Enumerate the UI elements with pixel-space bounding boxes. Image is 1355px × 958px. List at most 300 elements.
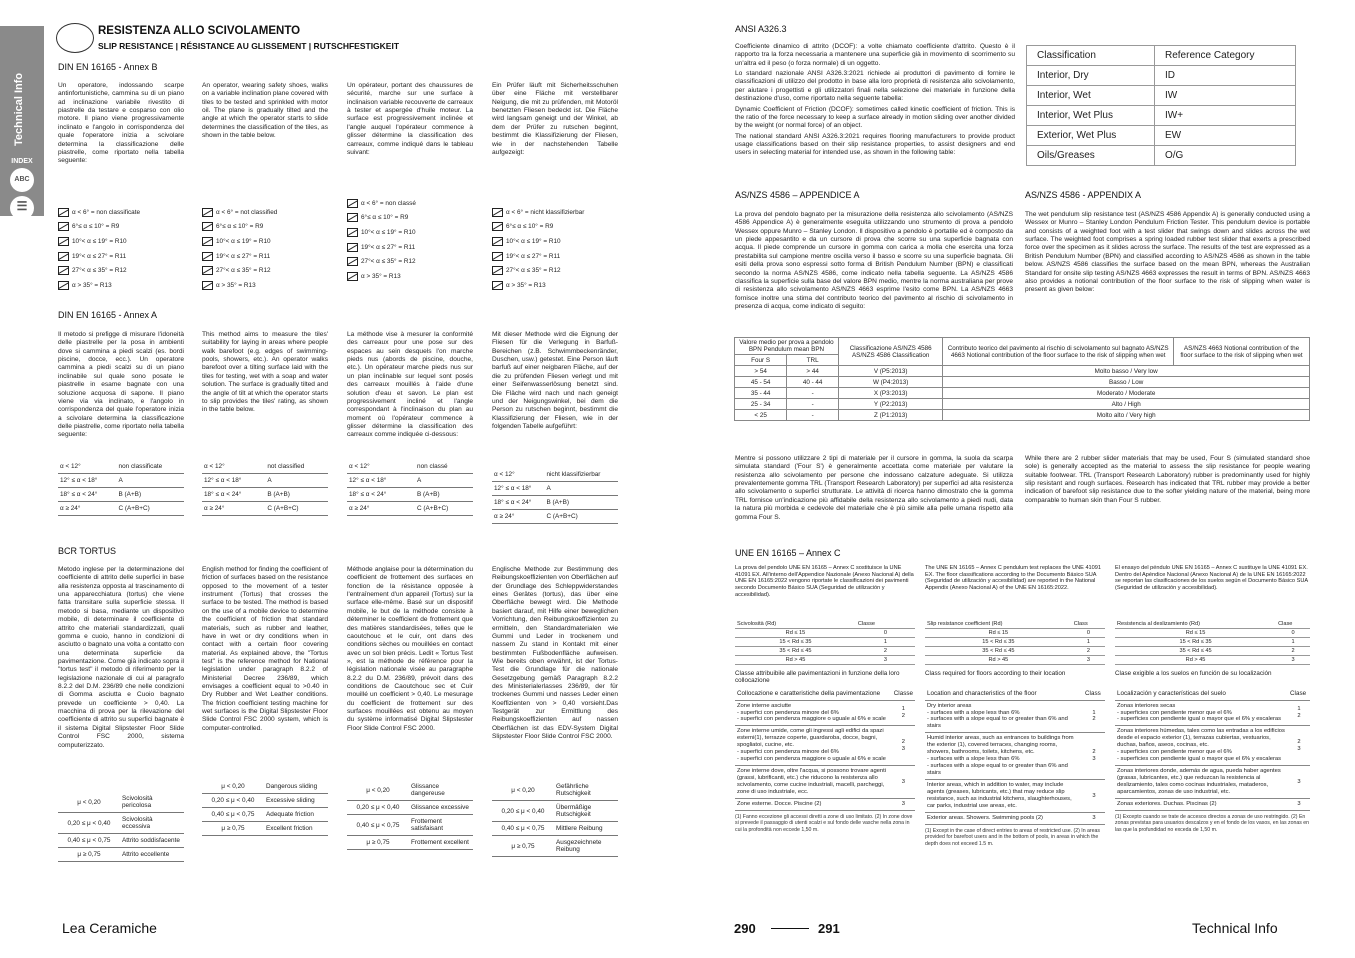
rating-item — [347, 254, 487, 269]
rd-row — [735, 638, 915, 647]
table-row — [492, 496, 618, 510]
ansi-cell: Exterior, Wet Plus — [1027, 126, 1155, 146]
table-row — [202, 488, 328, 502]
asnzs-text-it: La prova del pendolo bagnato per la misurazione della resistenza allo scivolamento (AS/NZS 4586 Appendice A) è generalmente eseguita utilizzando uno strumento di prova a pendolo Wessex oppure Munro – Stanley London. Il dispositivo a pendolo è portatile ed è composto da un piede appesantito e da un cursore di prova che scorre su una superficie bagnata con acqua. Il piede comprende un cursore in gomma con carica a molla che esercita una forza prestabilita sul campione mentre oscilla verso il basso e scorre su una superficie bagnata. Gli esiti della prova sono espressi sotto forma di British Pendulum Number (BPN) e classificati secondo la norma AS/NZS 4586, come indicato nella tabella seguente. La AS/NZS 4586 classifica la superficie sulla base del valore BPN medio, mentre la norma australiana per prove di resistenza allo scivolamento AS/NZS 4663 esprime l'esito come BPN. La AS/NZS 4663 fornisce inoltre una stima del contributo teorico del pavimento al rischio di scivolamento in presenza di acqua, come indicato di seguito: — [735, 211, 1013, 310]
rating-item — [492, 263, 632, 278]
rd-cell: Rd ≤ 15 — [925, 629, 1072, 638]
location-table — [925, 688, 1105, 825]
rd-cell: Rd > 45 — [1115, 656, 1276, 665]
rd-head-row — [735, 620, 915, 629]
ansi-cell: Interior, Wet Plus — [1027, 106, 1155, 126]
bpn-cell: 45 - 54 — [735, 377, 787, 388]
rd-head-cell: Clase — [1276, 620, 1310, 629]
bcr-table-en — [202, 780, 328, 836]
din-a-heading: DIN EN 16165 - Annex A — [58, 310, 158, 320]
table-row — [492, 780, 618, 801]
table-row — [58, 460, 184, 474]
rd-cell: 0 — [1276, 629, 1310, 638]
table-row — [347, 801, 473, 815]
ramp-icon — [58, 237, 69, 246]
rd-table — [735, 620, 915, 665]
loc-cell: 3 — [1083, 812, 1105, 824]
class-intro: Classe attribuibile alle pavimentazioni in funzione della loro collocazione — [735, 670, 900, 685]
rd-cell: 0 — [856, 629, 915, 638]
table-cell: Ausgezeichnete Reibung — [554, 836, 618, 857]
list-icon[interactable]: ☰ — [10, 196, 34, 220]
table-row — [58, 502, 184, 516]
table-cell: Adequate friction — [264, 808, 328, 822]
table-cell: Frottement satisfaisant — [409, 815, 473, 836]
table-row — [58, 488, 184, 502]
rd-cell: 2 — [856, 647, 915, 656]
table-cell: μ < 0,20 — [492, 780, 554, 801]
table-row — [202, 502, 328, 516]
table-row — [202, 474, 328, 488]
rating-item — [202, 205, 342, 220]
table-cell: C (A+B+C) — [117, 502, 184, 516]
din-b-text-fr: Un opérateur, portant des chaussures de sécurité, marche sur une surface à inclinaison variable recouverte de carreaux à tester et aspergée d'huile moteur. La surface est progressivement inclinée et l'angle auquel l'opérateur commence à glisser détermine la classification des carreaux, comme indiqué dans le tableau suivant: — [347, 82, 473, 156]
table-row — [492, 482, 618, 496]
table-cell: A — [117, 474, 184, 488]
loc-row — [1115, 798, 1310, 810]
table-row — [347, 815, 473, 836]
brand-name: Lea Ceramiche — [62, 920, 157, 936]
table-cell: B (A+B) — [544, 496, 618, 510]
loc-cell: 2 3 — [892, 726, 915, 766]
rd-row — [925, 647, 1105, 656]
rating-text: 10°< α ≤ 19° = R10 — [72, 237, 127, 245]
rd-cell: 35 < Rd ≤ 45 — [925, 647, 1072, 656]
table-row — [58, 848, 184, 862]
loc-row — [925, 812, 1105, 824]
loc-cell: 2 3 — [1083, 733, 1105, 780]
loc-head-row — [1115, 688, 1310, 700]
ramp-icon — [347, 243, 358, 252]
footer-section: Technical Info — [1192, 920, 1278, 936]
rating-text: 27°< α ≤ 35° = R12 — [72, 267, 127, 275]
left-page — [0, 0, 677, 958]
loc-cell: 3 — [1083, 780, 1105, 813]
unen-col-it — [735, 565, 915, 833]
table-row — [58, 834, 184, 848]
ansi-cell: Oils/Greases — [1027, 146, 1155, 166]
table-row — [492, 836, 618, 857]
loc-head-cell: Class — [1083, 688, 1105, 700]
ramp-icon — [492, 252, 503, 261]
class-intro: Class required for floors according to their location — [925, 670, 1066, 677]
loc-cell: Zone interne dove, oltre l'acqua, si possono trovare agenti (grassi, lubrificanti, etc.) che riducono la resistenza allo scivolamento, come cucine industriali, macelli, parcheggi, zone di uso industriale, ecc. — [735, 766, 892, 799]
table-cell: α < 12° — [202, 460, 265, 474]
rating-text: 27°< α ≤ 35° = R12 — [361, 258, 416, 266]
table-cell: μ ≥ 0,75 — [58, 848, 120, 862]
loc-row — [1115, 700, 1310, 726]
unen-intro: The UNE EN 16165 – Annex C pendulum test replaces the UNE 41091 EX. The floor classifications according to the Documento Básico SUA (Seguridad de utilización y accesibilidad) are reported in the National Appendix (Anexo Nacional A) of the UNE EN 16165:2022. — [925, 565, 1101, 592]
ramp-icon — [492, 281, 503, 290]
rating-text: 10°< α ≤ 19° = R10 — [216, 237, 271, 245]
table-cell: B (A+B) — [265, 488, 328, 502]
loc-row — [735, 798, 915, 810]
table-cell: α < 12° — [492, 468, 544, 482]
bcr-table-fr — [347, 780, 473, 850]
index-link[interactable]: INDEX — [11, 158, 33, 165]
table-row — [492, 801, 618, 822]
bcr-table-it — [58, 792, 184, 862]
bpn-head-2: Classificazione AS/NZS 4586 AS/NZS 4586 Classification — [838, 338, 942, 366]
bpn-cell: Moderato / Moderate — [943, 388, 1310, 399]
ansi-row — [1027, 106, 1296, 126]
table-cell: C (A+B+C) — [415, 502, 473, 516]
loc-row — [1115, 726, 1310, 766]
table-cell: 18° ≤ α < 24° — [347, 488, 415, 502]
rd-cell: 0 — [1072, 629, 1105, 638]
table-cell: non classificate — [117, 460, 184, 474]
rd-head-cell: Slip resistance coefficient (Rd) — [925, 620, 1072, 629]
bpn-head-1: Valore medio per prova a pendolo BPN Pendulum mean BPN — [735, 338, 839, 355]
table-cell: Scivolosità pericolosa — [120, 792, 184, 813]
table-cell: α ≥ 24° — [492, 510, 544, 524]
bpn-row — [735, 388, 1310, 399]
rd-row — [735, 656, 915, 665]
bpn-head-3: Contributo teorico del pavimento al rischio di scivolamento sul bagnato AS/NZS 4663 Notional contribution of the floor surface to the risk of slipping when wet — [943, 338, 1174, 366]
table-cell: μ ≥ 0,75 — [202, 822, 264, 836]
table-cell: A — [415, 474, 473, 488]
table-cell: Scivolosità eccessiva — [120, 813, 184, 834]
rating-item — [58, 263, 198, 278]
loc-head-cell: Localización y características del suelo — [1115, 688, 1288, 700]
loc-cell: Humid interior areas, such as entrances to buildings from the exterior (1), covered terraces, changing rooms, showers, bathrooms, toilets, kitchens, etc. - surfaces with a slope less than 6% - surfaces with a slope equal to or greater than 6% and stairs — [925, 733, 1083, 780]
ramp-icon — [492, 222, 503, 231]
rd-cell: 3 — [856, 656, 915, 665]
table-cell: 0,20 ≤ μ < 0,40 — [58, 813, 120, 834]
unen-note: (1) Fanno eccezione gli accessi diretti a zone di uso limitato. (2) In zone dove si prevede il passaggio di utenti scalzi e sul fondo delle vasche nella zona in cui la profondità non eccede 1,50 m. — [735, 813, 913, 833]
loc-head-cell: Classe — [892, 688, 915, 700]
ansi-cell: O/G — [1154, 146, 1295, 166]
side-tab-label: Technical Info — [13, 72, 25, 146]
loc-head-cell: Collocazione e caratteristiche della pavimentazione — [735, 688, 892, 700]
loc-row — [925, 780, 1105, 813]
rating-text: 19°< α ≤ 27° = R11 — [361, 243, 416, 251]
rd-head-cell: Scivolosità (Rd) — [735, 620, 856, 629]
unen-col-en — [925, 565, 1105, 847]
loc-cell: Zonas exteriores. Duchas. Piscinas (2) — [1115, 798, 1288, 810]
unen-col-es — [1115, 565, 1310, 833]
table-cell: A — [265, 474, 328, 488]
rd-row — [1115, 656, 1310, 665]
table-row — [347, 836, 473, 850]
din-a-table-de — [492, 468, 618, 524]
table-cell: 18° ≤ α < 24° — [58, 488, 117, 502]
rd-cell: Rd > 45 — [735, 656, 856, 665]
table-cell: 0,40 ≤ μ < 0,75 — [202, 808, 264, 822]
table-cell: Glissance dangereuse — [409, 780, 473, 801]
ramp-icon — [58, 281, 69, 290]
table-row — [492, 822, 618, 836]
ramp-icon — [492, 208, 503, 217]
rating-item — [202, 263, 342, 278]
rating-text: α < 6° = nicht klassifizierbar — [506, 208, 585, 216]
rd-row — [925, 656, 1105, 665]
bcr-text-en: English method for finding the coefficient of friction of surfaces based on the resistance opposed to the movement of a tester instrument (Tortus) that crosses the surface to be tested. The method is based on the use of a mobile device to determine the coefficient of friction that standard materials, such as rubber and leather, have in wet or dry conditions when in contact with a certain floor covering material. As explained above, the "Tortus test" is the reference method for National legislation under paragraph 8.2.2 of Ministerial Decree 236/89, which envisages a coefficient equal to >0.40 in Dry Rubber and Wet Leather conditions. The friction coefficient testing machine for wet surfaces is the Digital Slipstester Floor Slide Control FSC 2000 system, which is computer-controlled. — [202, 566, 328, 732]
bcr-text-fr: Méthode anglaise pour la détermination du coefficient de frottement des surfaces en fonction de la résistance opposée à l'entraînement d'un appareil (Tortus) sur la surface elle-même. Basé sur un dispositif mobile, le but de la méthode consiste à déterminer le coefficient de frottement que des matières standardisées, telles que le caoutchouc et le cuir, ont dans des conditions sèches ou mouillées en contact avec un sol bien précis. Ledit « Tortus Test », est la méthode de référence pour la législation nationale visée au paragraphe 8.2.2 du D.M. 236/89, prévoit dans des conditions de Caoutchouc sec et Cuir mouillé un coefficient > 0,40. Le mesurage du coefficient de frottement sur des surfaces mouillées est obtenu au moyen du système informatisé Digital Slipstester Floor Slide Control FSC 2000. — [347, 566, 473, 732]
rating-item — [58, 234, 198, 249]
bpn-cell: - — [787, 388, 839, 399]
ramp-icon — [58, 208, 69, 217]
bpn-cell: Y (P2:2013) — [838, 399, 942, 410]
din-a-text-it: Il metodo si prefigge di misurare l'idoneità delle piastrelle per la posa in ambienti dove si cammina a piedi scalzi (es. bordi piscine, docce, ecc.). Un operatore cammina a piedi scalzi su di un piano inclinabile sul quale sono posate le piastrelle in esame bagnate con una soluzione acquosa di sapone. Il piano viene via via inclinato, e l'angolo in corrispondenza del quale l'operatore inizia a scivolare determina la classificazione delle piastrelle, come riportato nella tabella seguente: — [58, 331, 184, 439]
table-cell: α ≥ 24° — [347, 502, 415, 516]
table-row — [202, 780, 328, 794]
loc-row — [735, 726, 915, 766]
bpn-cell: X (P3:2013) — [838, 388, 942, 399]
rd-cell: 15 < Rd ≤ 35 — [925, 638, 1072, 647]
ramp-icon — [202, 208, 213, 217]
loc-cell: 3 — [1288, 766, 1310, 799]
table-cell: Attrito eccellente — [120, 848, 184, 862]
unen-note: (1) Excepto cuando se trate de accesos directos a zonas de uso restringido. (2) En zonas previstas para usuarios descalzos y en el fondo de los vasos, en las zonas en las que la profundidad no exceda de 1,50 m. — [1115, 813, 1310, 833]
din-a-text-de: Mit dieser Methode wird die Eignung der Fliesen für die Verlegung in Barfuß-Bereichen (z.B. Schwimmbeckenränder, Duschen, usw.) getestet. Eine Person läuft barfuß auf einer neigbaren Fläche, auf der die zu prüfenden Fliesen verlegt und mit einer Seifenwasserlösung benetzt sind. Die Fläche wird nach und nach geneigt und der Neigungswinkel, bei dem die Person zu rutschen beginnt, bestimmt die Klassifizierung der Fliesen, wie in der folgenden Tabelle aufgeführt: — [492, 331, 618, 430]
ansi-heading: ANSI A326.3 — [735, 24, 787, 34]
rd-cell: 15 < Rd ≤ 35 — [1115, 638, 1276, 647]
page-divider — [771, 928, 809, 929]
rating-text: 10°< α ≤ 19° = R10 — [506, 237, 561, 245]
table-cell: 12° ≤ α < 18° — [492, 482, 544, 496]
table-cell: 12° ≤ α < 18° — [202, 474, 265, 488]
bpn-sub-trl: TRL — [787, 355, 839, 366]
loc-cell: Zone interne umide, come gli ingressi agli edifici da spazi esterni(1), terrazze coperte, guardaroba, docce, bagni, spogliatoi, cucine, etc. - superfici con pendenza minore del 6% - superfici con pendenza maggiore o uguale al 6% e scale — [735, 726, 892, 766]
rd-cell: 2 — [1072, 647, 1105, 656]
ramp-icon — [58, 266, 69, 275]
rating-text: 6°≤ α ≤ 10° = R9 — [216, 223, 264, 231]
din-b-ratings-de — [492, 205, 632, 293]
ansi-cell: Classification — [1027, 46, 1155, 66]
rating-text: α > 35° = R13 — [506, 281, 546, 289]
rating-text: 6°≤ α ≤ 10° = R9 — [506, 223, 554, 231]
table-row — [347, 460, 473, 474]
table-row — [347, 780, 473, 801]
table-cell: 0,40 ≤ μ < 0,75 — [58, 834, 120, 848]
table-cell: A — [544, 482, 618, 496]
din-b-text-it: Un operatore, indossando scarpe antinfortunistiche, cammina su di un piano ad inclinazione variabile rivestito di piastrelle da testare e cosparso con olio motore. Il piano viene progressivamente inclinato e l'angolo in corrispondenza del quale l'operatore inizia a scivolare determina la classificazione delle piastrelle, come riportato nella tabella seguente: — [58, 82, 184, 165]
table-cell: 18° ≤ α < 24° — [492, 496, 544, 510]
page-title: RESISTENZA ALLO SCIVOLAMENTO — [98, 25, 301, 37]
table-row — [492, 468, 618, 482]
din-b-ratings-fr — [347, 196, 487, 284]
bpn-cell: Alto / High — [943, 399, 1310, 410]
rating-text: 27°< α ≤ 35° = R12 — [216, 267, 271, 275]
din-a-table-it — [58, 460, 184, 516]
page-subtitle: SLIP RESISTANCE | RÉSISTANCE AU GLISSEMENT | RUTSCHFESTIGKEIT — [98, 41, 400, 51]
loc-cell: 3 — [892, 766, 915, 799]
loc-cell: 3 — [1288, 798, 1310, 810]
rd-row — [1115, 629, 1310, 638]
ramp-icon — [58, 222, 69, 231]
rd-cell: 3 — [1072, 656, 1105, 665]
rating-text: α < 6° = not classified — [216, 208, 278, 216]
class-intro: Clase exigible a los suelos en función de su localización — [1115, 670, 1272, 677]
bpn-table — [734, 337, 1310, 421]
table-row — [202, 794, 328, 808]
table-row — [58, 813, 184, 834]
right-page — [677, 0, 1355, 958]
bpn-row — [735, 399, 1310, 410]
bcr-text-de: Englische Methode zur Bestimmung des Reibungskoeffizienten von Oberflächen auf der Grundlage des Schleppwiderstandes eines Gerätes (tortus), das über eine Oberfläche bewegt wird. Die Methode basiert darauf, mit Hilfe einer beweglichen Vorrichtung, den Reibungskoeffizienten zu ermitteln, den Standardmaterialen wie Gummi und Leder in trockenem und nassem Zu stand in Kontakt mit einer bestimmten Fußbodenfläche aufweisen. Wie bereits oben erwähnt, ist der Tortus-Test die Grundlage für die nationale Gesetzgebung gemäß Paragraph 8.2.2 des Ministerialerlasses 236/89, der für trockenes Gummi und nasses Leder einen Koeffizienten von > 0,40 vorsieht.Das Testgerät zur Ermittlung des Reibungskoeffizienten auf nassen Oberflächen ist das EDV-System Digital Slipstester Floor Slide Control FSC 2000. — [492, 566, 618, 741]
rating-item — [492, 278, 632, 293]
bpn-cell: Molto alto / Very high — [943, 410, 1310, 421]
table-row — [202, 808, 328, 822]
table-cell: Glissance excessive — [409, 801, 473, 815]
rating-text: 10°< α ≤ 19° = R10 — [361, 228, 416, 236]
abc-button[interactable]: ABC — [10, 168, 34, 192]
table-cell: Dangerous sliding — [264, 780, 328, 794]
rd-cell: Rd > 45 — [925, 656, 1072, 665]
asnzs-heading-en: AS/NZS 4586 - APPENDIX A — [1025, 190, 1142, 200]
rd-head-row — [1115, 620, 1310, 629]
rating-item — [347, 240, 487, 255]
bcr-table-de — [492, 780, 618, 857]
ansi-cell: IW — [1154, 86, 1295, 106]
rating-text: 19°< α ≤ 27° = R11 — [506, 252, 561, 260]
table-row — [58, 474, 184, 488]
bcr-text-it: Metodo inglese per la determinazione del coefficiente di attrito delle superfici in base alla resistenza opposta al trascinamento di una apparecchiatura (tortus) che viene fatta transitare sulla superficie stessa. Il metodo si basa, mediante un dispositivo mobile, di determinare il coefficiente di attrito che materiali standardizzati, quali gomma e cuoio, hanno in condizioni di asciutto o bagnato una volta a contatto con una determinata superficie da pavimentazione. Come già indicato sopra il "tortus test" il metodo di riferimento per la legislazione nazionale di cui al paragrafo 8.2.2 del D.M. 236/89 che nelle condizioni di Gomma asciutta e Cuoio bagnato prevede un coefficiente > 0,40. La macchina di prova per la rilevazione del coefficiente di attrito su superfici bagnate è il sistema Digital Slipstester Floor Slide Control FSC 2000, sistema computerizzato. — [58, 566, 184, 749]
table-row — [347, 488, 473, 502]
rating-text: α > 35° = R13 — [361, 272, 401, 280]
loc-row — [925, 733, 1105, 780]
rd-head-row — [925, 620, 1105, 629]
bpn-cell: 40 - 44 — [787, 377, 839, 388]
rd-cell: 35 < Rd ≤ 45 — [1115, 647, 1276, 656]
page-number-left: 290 — [734, 921, 756, 936]
din-b-heading: DIN EN 16165 - Annex B — [58, 62, 158, 72]
unen-intro: El ensayo del péndulo UNE EN 16165 – Annex C sustituye la UNE 41091 EX. Dentro del Apéndice Nacional (Anexo Nacional A) de la UNE EN 16165:2022 se reportan las clasificaciones de los suelos según el Documento Básico SUA (Seguridad de utilización y accesibilidad). — [1115, 565, 1308, 592]
loc-cell: Dry interior areas - surfaces with a slope less than 6% - surfaces with a slope equal to or greater than 6% and stairs — [925, 700, 1083, 733]
loc-cell: 1 2 — [892, 700, 915, 726]
location-table — [1115, 688, 1310, 811]
ansi-cell: EW — [1154, 126, 1295, 146]
table-cell: 12° ≤ α < 18° — [347, 474, 415, 488]
table-cell: μ < 0,20 — [347, 780, 409, 801]
rd-row — [735, 647, 915, 656]
loc-row — [735, 766, 915, 799]
rd-table — [925, 620, 1105, 665]
rating-text: 19°< α ≤ 27° = R11 — [72, 252, 127, 260]
din-b-ratings-it — [58, 205, 198, 293]
loc-head-cell: Location and characteristics of the floor — [925, 688, 1083, 700]
table-cell: B (A+B) — [117, 488, 184, 502]
rd-row — [1115, 647, 1310, 656]
rd-row — [925, 638, 1105, 647]
loc-row — [925, 700, 1105, 733]
din-a-text-en: This method aims to measure the tiles' suitability for laying in areas where people walk barefoot (e.g. edges of swimming-pools, showers, etc.). An operator walks barefoot over a tilting surface laid with the tiles for testing, wet with a soap and water solution. The surface is gradually tilted and the angle of tilt at which the operator starts to slip provides the tiles' rating, as shown in the table below. — [202, 331, 328, 414]
table-row — [202, 822, 328, 836]
ansi-cell: ID — [1154, 66, 1295, 86]
table-row — [202, 460, 328, 474]
bpn-cell: W (P4:2013) — [838, 377, 942, 388]
page-number-right: 291 — [818, 921, 840, 936]
ansi-row — [1027, 126, 1296, 146]
table-cell: Gefährliche Rutschigkeit — [554, 780, 618, 801]
table-cell: α ≥ 24° — [202, 502, 265, 516]
rating-text: 6°≤ α ≤ 10° = R9 — [361, 214, 409, 222]
rating-text: α > 35° = R13 — [72, 281, 112, 289]
loc-head-cell: Clase — [1288, 688, 1310, 700]
ramp-icon — [202, 222, 213, 231]
bpn-cell: - — [787, 410, 839, 421]
bpn-cell: - — [787, 399, 839, 410]
table-cell: μ < 0,20 — [202, 780, 264, 794]
bpn-cell: Z (P1:2013) — [838, 410, 942, 421]
rd-table — [1115, 620, 1310, 665]
rating-text: α < 6° = non classificate — [72, 208, 141, 216]
bpn-cell: > 44 — [787, 366, 839, 377]
bpn-row — [735, 377, 1310, 388]
rating-item — [347, 269, 487, 284]
rating-item — [347, 225, 487, 240]
rating-item — [58, 278, 198, 293]
rating-item — [58, 220, 198, 235]
bpn-row — [735, 410, 1310, 421]
rating-text: 19°< α ≤ 27° = R11 — [216, 252, 271, 260]
rd-row — [735, 629, 915, 638]
asnzs-text-en: The wet pendulum slip resistance test (AS/NZS 4586 Appendix A) is generally conducted using a Wessex or Munro – Stanley London Pendulum Friction Tester. This pendulum device is portable and consists of a weighted foot with a test slider that swings down and slides across the wet surface. The weighted foot comprises a spring loaded rubber test slider that exerts a prescribed force over the specimen as it slides across the surface. The results of the test are expressed as a British Pendulum Number (BPN) and classified according to AS/NZS 4586 as shown in the table below. AS/NZS 4586 classifies the surface based on the mean BPN, whereas the Australian Standard for onsite slip testing AS/NZS 4663 expresses the result in terms of BPN. AS/NZS 4663 also provides a notional contribution of the floor surface to the risk of slipping when water is present as given below: — [1025, 211, 1310, 294]
rating-text: 27°< α ≤ 35° = R12 — [506, 267, 561, 275]
table-cell: α < 12° — [347, 460, 415, 474]
bpn-cell: Molto basso / Very low — [943, 366, 1310, 377]
table-cell: not classified — [265, 460, 328, 474]
location-table — [735, 688, 915, 811]
ansi-cell: IW+ — [1154, 106, 1295, 126]
table-cell: α < 12° — [58, 460, 117, 474]
ramp-icon — [202, 252, 213, 261]
loc-cell: 2 3 — [1288, 726, 1310, 766]
ramp-icon — [347, 199, 358, 208]
rd-cell: 2 — [1276, 647, 1310, 656]
ramp-icon — [347, 257, 358, 266]
loc-cell: Zonas interiores húmedas, tales como las entradas a los edificios desde el espacio exterior (1), terrazas cubiertas, vestuarios, duchas, baños, aseos, cocinas, etc. - superficies con pendiente menor que el 6% - superficies con pendiente igual o mayor que el 6% y escaleras — [1115, 726, 1288, 766]
loc-cell: 1 2 — [1083, 700, 1105, 733]
table-cell: Attrito soddisfacente — [120, 834, 184, 848]
rd-head-cell: Classe — [856, 620, 915, 629]
loc-cell: Zone interne asciutte - superfici con pendenza minore del 6% - superfici con pendenza maggiore o uguale al 6% e scale — [735, 700, 892, 726]
table-cell: μ ≥ 0,75 — [347, 836, 409, 850]
bpn-cell: < 25 — [735, 410, 787, 421]
ansi-cell: Interior, Wet — [1027, 86, 1155, 106]
table-cell: nicht klassifizierbar — [544, 468, 618, 482]
rating-item — [492, 220, 632, 235]
ansi-para-2: Lo standard nazionale ANSI A326.3:2021 richiede ai produttori di pavimento di fornire le classificazioni di utilizzo del prodotto in base alla loro proprietà di resistenza allo scivolamento, per aiutare i progettisti e gli utilizzatori finali nella selezione dei materiale in funzione della destinazione d'uso, come riportato nella seguente tabella: — [735, 70, 1015, 103]
table-cell: 0,40 ≤ μ < 0,75 — [492, 822, 554, 836]
rating-item — [202, 234, 342, 249]
rating-item — [492, 205, 632, 220]
ramp-icon — [347, 228, 358, 237]
loc-cell: 3 — [892, 798, 915, 810]
unen-note: (1) Except in the case of direct entries to areas of restricted use. (2) In areas provided for barefoot users and in the bottom of pools, in areas in which the depth does not exceed 1.5 m. — [925, 827, 1101, 847]
loc-cell: Exterior areas. Showers. Swimming pools (2) — [925, 812, 1083, 824]
table-cell: Excessive sliding — [264, 794, 328, 808]
ansi-cell: Interior, Dry — [1027, 66, 1155, 86]
rd-row — [925, 629, 1105, 638]
loc-head-row — [925, 688, 1105, 700]
ansi-cell: Reference Category — [1154, 46, 1295, 66]
ramp-icon — [347, 213, 358, 222]
bpn-cell: Basso / Low — [943, 377, 1310, 388]
loc-row — [1115, 766, 1310, 799]
table-cell: Mittlere Reibung — [554, 822, 618, 836]
ramp-icon — [347, 272, 358, 281]
ansi-para-3: Dynamic Coefficient of Friction (DCOF): sometimes called kinetic coefficient of friction. This is the ratio of the force necessary to keep a surface already in motion sliding over another divided by the weight (or normal force) of an object. — [735, 105, 1015, 130]
ansi-text — [735, 43, 1015, 175]
side-tab — [0, 26, 44, 216]
table-cell: Excellent friction — [264, 822, 328, 836]
